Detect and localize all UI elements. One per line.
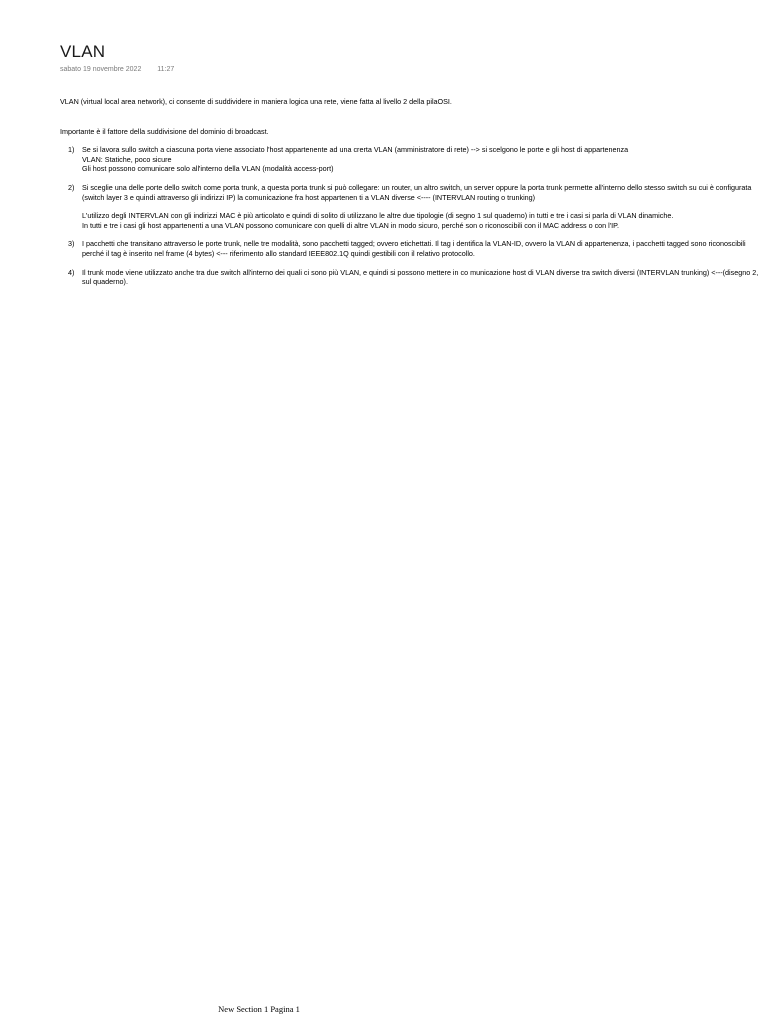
page-footer: New Section 1 Pagina 1 [218, 1004, 300, 1014]
list-item [60, 145, 766, 174]
note-date: sabato 19 novembre 2022 [60, 66, 142, 73]
list-item-number: 1) [68, 145, 75, 155]
list-item [60, 183, 766, 230]
list-item-text: Gli host possono comunicare solo all'interno della VLAN (modalità access-port) [82, 164, 334, 174]
list-item [60, 239, 766, 258]
list-item-text: L'utilizzo degli INTERVLAN con gli indirizzi MAC è più articolato e quindi di solito di utilizzano le altre due tipologie (di segno 1 sul quaderno) in tutti e tre i casi si parla di VLAN dinamiche. [82, 211, 674, 221]
list-item-number: 3) [68, 239, 75, 249]
list-item-text: Se si lavora sullo switch a ciascuna porta viene associato l'host appartenente ad una crerta VLAN (amministratore di rete) --> si scelgono le porte e gli host di appartenenza [82, 145, 629, 155]
page-title: VLAN [60, 42, 106, 61]
note-timestamp [60, 66, 174, 73]
list-item-text: In tutti e tre i casi gli host appartenenti a una VLAN possono comunicare con quelli di altre VLAN in modo sicuro, perché son o riconoscibili con il MAC address o con l'IP. [82, 220, 619, 230]
numbered-list [60, 145, 766, 287]
list-item-text: Il trunk mode viene utilizzato anche tra due switch all'interno dei quali ci sono più VLAN, e quindi si possono mettere in co municazione host di VLAN diverse tra switch diversi (INTERVLAN trunking) <---(disegno 2, sul quaderno). [82, 267, 759, 287]
note-time: 11:27 [157, 66, 175, 73]
note-body[interactable] [60, 97, 766, 296]
list-item-text: Si sceglie una delle porte dello switch come porta trunk, a questa porta trunk si può collegare: un router, un altro switch, un server oppure la porta trunk permette all'interno dello stesso switch su cui è configurata (switch layer 3 e quindi attraverso gli indirizzi IP) la comunicazione fra host appartenen ti a VLAN diverse <---- (INTERVLAN routing o trunking) [82, 182, 752, 202]
list-item-number: 4) [68, 267, 75, 277]
list-item-number: 2) [68, 182, 75, 192]
intro-paragraph: VLAN (virtual local area network), ci consente di suddividere in maniera logica una rete, viene fatta al livello 2 della pilaOSI. [60, 97, 452, 106]
list-item [60, 268, 766, 287]
list-item-text: I pacchetti che transitano attraverso le porte trunk, nelle tre modalità, sono pacchetti tagged; ovvero etichettati. Il tag i dentifica la VLAN-ID, ovvero la VLAN di appartenenza, i pacchetti tagged sono riconoscibili perché il tag è inserito nel frame (4 bytes) <--- riferimento allo standard IEEE802.1Q quindi gestibili con il relativo protocollo. [82, 239, 746, 258]
important-paragraph: Importante è il fattore della suddivisione del dominio di broadcast. [60, 126, 269, 136]
list-item-text: VLAN: Statiche, poco sicure [82, 154, 172, 164]
list-item-spacer [82, 202, 766, 211]
